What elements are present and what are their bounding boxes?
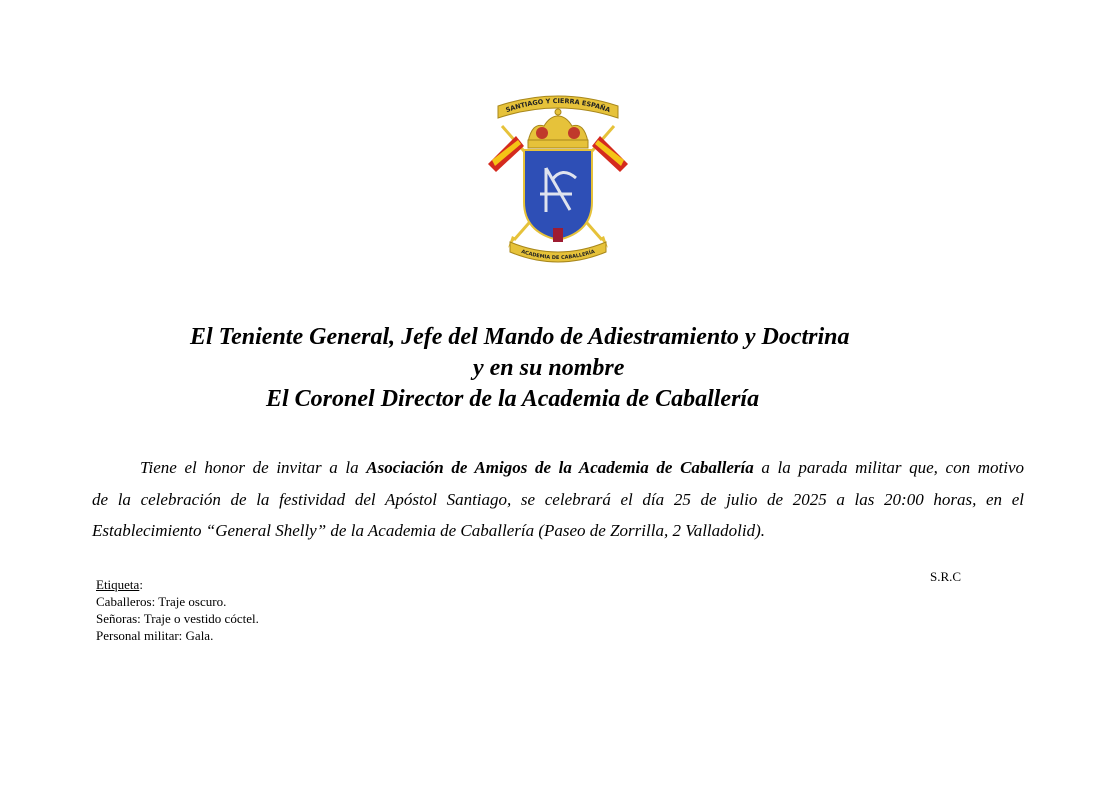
invitation-line-3: Establecimiento “General Shelly” de la Academia de Caballería (Paseo de Zorrilla, 2 Valladolid). bbox=[92, 521, 765, 540]
dress-code-title bbox=[96, 576, 259, 593]
dress-code bbox=[96, 576, 259, 644]
dress-code-item: Personal militar: Gala. bbox=[96, 628, 214, 643]
dress-code-item: Señoras: Traje o vestido cóctel. bbox=[96, 611, 259, 626]
invitation-line-2: de la celebración de la festividad del Apóstol Santiago, se celebrará el día 25 de julio de 2025 a las 20:00 horas, en el bbox=[92, 489, 1024, 509]
invitation-paragraph bbox=[92, 452, 1024, 547]
src-note: S.R.C bbox=[930, 569, 962, 584]
invitation-part-1: Tiene el honor de invitar a la bbox=[140, 458, 367, 477]
association-name: Asociación de Amigos de la Academia de Caballería bbox=[366, 458, 754, 477]
crown-icon bbox=[528, 109, 588, 148]
heading-line-2: y en su nombre bbox=[473, 355, 625, 381]
dress-code-title-text: Etiqueta bbox=[96, 577, 140, 592]
pennant-icon bbox=[553, 228, 563, 242]
bottom-ribbon-text: ACADEMIA DE CABALLERÍA bbox=[520, 248, 596, 262]
heading-line-1: El Teniente General, Jefe del Mando de Adiestramiento y Doctrina bbox=[190, 324, 850, 350]
flag-right-icon bbox=[592, 136, 628, 172]
dress-code-item: Caballeros: Traje oscuro. bbox=[96, 594, 227, 609]
flag-left-icon bbox=[488, 136, 524, 172]
top-ribbon-text: SANTIAGO Y CIERRA ESPAÑA bbox=[504, 96, 612, 115]
invitation-line-1 bbox=[92, 452, 1024, 484]
dress-code-colon: : bbox=[139, 577, 143, 592]
academia-caballeria-emblem bbox=[480, 92, 636, 268]
invitation-part-2: a la parada militar que, con motivo bbox=[753, 458, 1024, 477]
heading-line-3: El Coronel Director de la Academia de Caballería bbox=[266, 386, 760, 412]
